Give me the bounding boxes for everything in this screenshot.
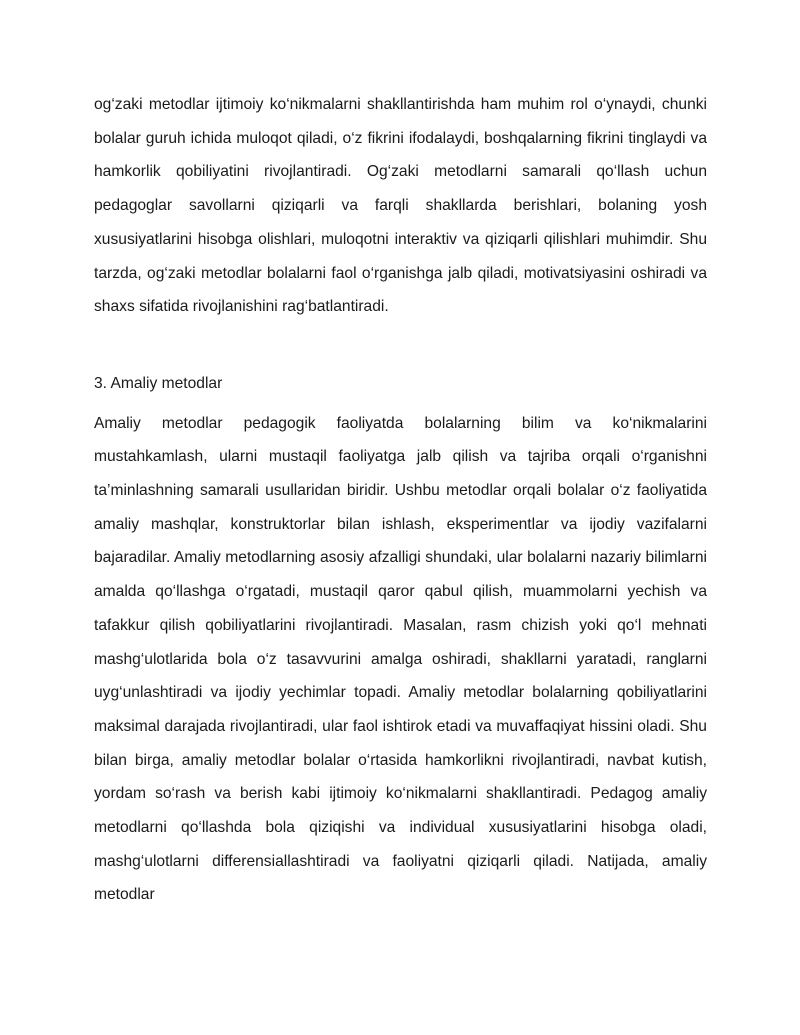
document-body xyxy=(94,88,707,912)
body-paragraph: og‘zaki metodlar ijtimoiy ko‘nikmalarni shakllantirishda ham muhim rol o‘ynaydi, chunki bolalar guruh ichida muloqot qiladi, o‘z fikrini ifodalaydi, boshqalarning fikrini tinglaydi va hamkorlik qobiliyatini rivojlantiradi. Og‘zaki metodlarni samarali qo‘llash uchun pedagoglar savollarni qiziqarli va farqli shakllarda berishlari, bolaning yosh xususiyatlarini hisobga olishlari, muloqotni interaktiv va qiziqarli qilishlari muhimdir. Shu tarzda, og‘zaki metodlar bolalarni faol o‘rganishga jalb qiladi, motivatsiyasini oshiradi va shaxs sifatida rivojlanishini rag‘batlantiradi. xyxy=(94,96,707,316)
body-paragraph: Amaliy metodlar pedagogik faoliyatda bolalarning bilim va ko‘nikmalarini mustahkamlash, ularni mustaqil faoliyatga jalb qilish va tajriba orqali o‘rganishni ta’minlashning samarali usullaridan biridir. Ushbu metodlar orqali bolalar o‘z faoliyatida amaliy mashqlar, konstruktorlar bilan ishlash, eksperimentlar va ijodiy vazifalarni bajaradilar. Amaliy metodlarning asosiy afzalligi shundaki, ular bolalarni nazariy bilimlarni amalda qo‘llashga o‘rgatadi, mustaqil qaror qabul qilish, muammolarni yechish va tafakkur qilish qobiliyatlarini rivojlantiradi. Masalan, rasm chizish yoki qo‘l mehnati mashg‘ulotlarida bola o‘z tasavvurini amalga oshiradi, shakllarni yaratadi, ranglarni uyg‘unlashtiradi va ijodiy yechimlar topadi. Amaliy metodlar bolalarning qobiliyatlarini maksimal darajada rivojlantiradi, ular faol ishtirok etadi va muvaffaqiyat hissini oladi. Shu bilan birga, amaliy metodlar bolalar o‘rtasida hamkorlikni rivojlantiradi, navbat kutish, yordam so‘rash va berish kabi ijtimoiy ko‘nikmalarni shakllantiradi. Pedagog amaliy metodlarni qo‘llashda bola qiziqishi va individual xususiyatlarini hisobga oladi, mashg‘ulotlarni differensiallashtiradi va faoliyatni qiziqarli qiladi. Natijada, amaliy metodlar xyxy=(94,414,707,904)
section-heading: 3. Amaliy metodlar xyxy=(94,374,223,392)
